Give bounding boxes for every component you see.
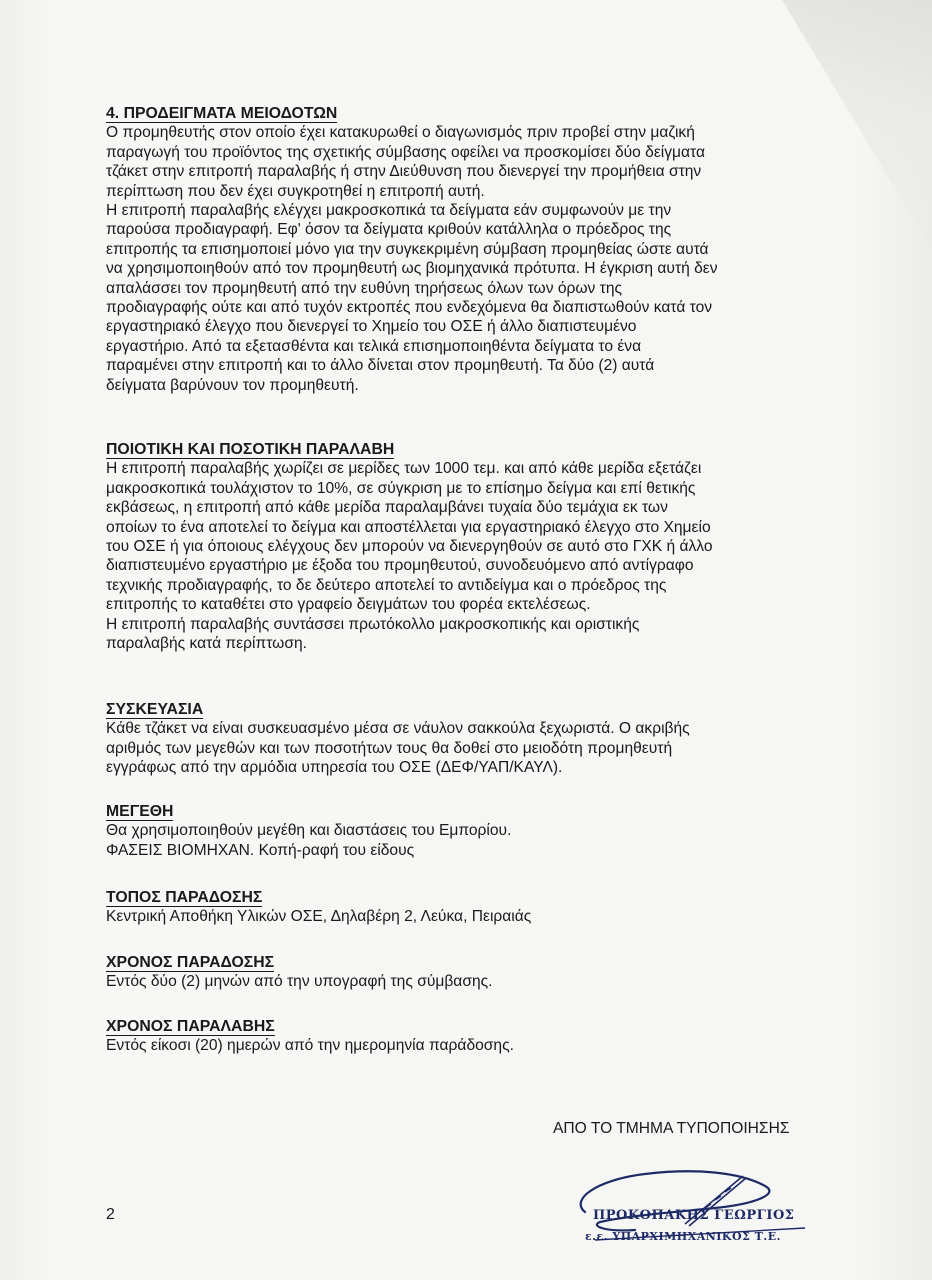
section-text bbox=[106, 972, 830, 991]
section-sizes bbox=[106, 802, 830, 860]
text-line: τεχνικής προδιαγραφής, το δε δεύτερο αποτελεί το αντιδείγμα και ο πρόεδρος της bbox=[106, 576, 667, 594]
section-packaging bbox=[106, 700, 830, 778]
text-line: Κάθε τζάκετ να είναι συσκευασμένο μέσα σε νάυλον σακκούλα ξεχωριστά. Ο ακριβής bbox=[106, 720, 690, 738]
text-line: μακροσκοπικά τουλάχιστον το 10%, σε σύγκριση με το επίσημο δείγμα και επί θετικής bbox=[106, 479, 696, 497]
section-delivery-place bbox=[106, 888, 830, 927]
text-line: ΦΑΣΕΙΣ ΒΙΟΜΗΧΑΝ. Κοπή-ραφή του είδους bbox=[106, 841, 415, 859]
text-line: εκβάσεως, η επιτροπή από κάθε μερίδα παραλαμβάνει τυχαία δύο τεμάχια εκ των bbox=[106, 499, 668, 517]
text-line: Ο προμηθευτής στον οποίο έχει κατακυρωθεί ο διαγωνισμός πριν προβεί στην μαζική bbox=[106, 124, 695, 142]
section-heading: ΠΟΙΟΤΙΚΗ ΚΑΙ ΠΟΣΟΤΙΚΗ ΠΑΡΑΛΑΒΗ bbox=[106, 441, 395, 458]
section-receipt-time bbox=[106, 1017, 830, 1056]
section-text bbox=[106, 459, 830, 653]
section-heading: ΤΟΠΟΣ ΠΑΡΑΔΟΣΗΣ bbox=[106, 889, 263, 906]
section-delivery-time bbox=[106, 953, 830, 992]
section-text bbox=[106, 907, 830, 926]
text-line: τζάκετ στην επιτροπή παραλαβής ή στην Διεύθυνση που διενεργεί την προμήθεια στην bbox=[106, 163, 702, 181]
department-signoff: ΑΠΟ ΤΟ ΤΜΗΜΑ ΤΥΠΟΠΟΙΗΣΗΣ bbox=[553, 1120, 790, 1137]
text-line: παρούσα προδιαγραφή. Εφ' όσον τα δείγματα κριθούν κατάλληλα ο πρόεδρος της bbox=[106, 221, 672, 239]
signature-title: ε.ε. ΥΠΑΡΧΙΜΗΧΑΝΙΚΟΣ Τ.Ε. bbox=[585, 1230, 781, 1243]
text-line: Θα χρησιμοποιηθούν μεγέθη και διαστάσεις του Εμπορίου. bbox=[106, 822, 512, 840]
text-line: εγγράφως από την αρμόδια υπηρεσία του ΟΣΕ (ΔΕΦ/ΥΑΠ/ΚΑΥΛ). bbox=[106, 759, 563, 777]
text-line: οποίων το ένα αποτελεί το δείγμα και αποστέλλεται για εργαστηριακό έλεγχο στο Χημείο bbox=[106, 518, 711, 536]
text-line: Η επιτροπή παραλαβής ελέγχει μακροσκοπικά τα δείγματα εάν συμφωνούν με την bbox=[106, 202, 672, 220]
section-samples bbox=[106, 104, 830, 395]
text-line: αριθμός των μεγεθών και των ποσοτήτων τους θα δοθεί στο μειοδότη προμηθευτή bbox=[106, 739, 673, 757]
text-line: Η επιτροπή παραλαβής χωρίζει σε μερίδες των 1000 τεμ. και από κάθε μερίδα εξετάζει bbox=[106, 460, 702, 478]
text-line: Κεντρική Αποθήκη Υλικών ΟΣΕ, Δηλαβέρη 2, Λεύκα, Πειραιάς bbox=[106, 908, 532, 926]
section-text bbox=[106, 1036, 830, 1055]
text-line: παραλαβής κατά περίπτωση. bbox=[106, 635, 307, 653]
section-heading: 4. ΠΡΟΔΕΙΓΜΑΤΑ ΜΕΙΟΔΟΤΩΝ bbox=[106, 105, 338, 122]
text-line: παραμένει στην επιτροπή και το άλλο δίνεται στον προμηθευτή. Τα δύο (2) αυτά bbox=[106, 357, 655, 375]
text-line: Η επιτροπή παραλαβής συντάσσει πρωτόκολλο μακροσκοπικής και οριστικής bbox=[106, 615, 640, 633]
text-line: περίπτωση που δεν έχει συγκροτηθεί η επιτροπή αυτή. bbox=[106, 182, 485, 200]
section-quality-receipt bbox=[106, 440, 830, 653]
section-heading: ΜΕΓΕΘΗ bbox=[106, 803, 174, 820]
section-text bbox=[106, 123, 830, 395]
text-line: εργαστήριο. Από τα εξετασθέντα και τελικά επισημοποιηθέντα δείγματα το ένα bbox=[106, 337, 642, 355]
text-line: επιτροπής το καταθέτει στο γραφείο δειγμάτων του φορέα εκτελέσεως. bbox=[106, 596, 591, 614]
text-line: Εντός δύο (2) μηνών από την υπογραφή της σύμβασης. bbox=[106, 973, 493, 991]
text-line: εργαστηριακό έλεγχο που διενεργεί το Χημείο του ΟΣΕ ή άλλο διαπιστευμένο bbox=[106, 318, 637, 336]
text-line: Εντός είκοσι (20) ημερών από την ημερομηνία παράδοσης. bbox=[106, 1037, 514, 1055]
section-heading: ΧΡΟΝΟΣ ΠΑΡΑΛΑΒΗΣ bbox=[106, 1018, 275, 1035]
section-heading: ΧΡΟΝΟΣ ΠΑΡΑΔΟΣΗΣ bbox=[106, 954, 275, 971]
text-line: προδιαγραφής ούτε και από τυχόν εκτροπές που ενδεχόμενα θα διαπιστωθούν κατά τον bbox=[106, 299, 713, 317]
text-line: να χρησιμοποιηθούν από τον προμηθευτή ως βιομηχανικά πρότυπα. Η έγκριση αυτή δεν bbox=[106, 260, 718, 278]
text-line: απαλάσσει τον προμηθευτή από την ευθύνη τηρήσεως όλων των όρων της bbox=[106, 279, 623, 297]
page-number: 2 bbox=[106, 1206, 115, 1223]
signature-name: ΠΡΟΚΟΠΑΚΗΣ ΓΕΩΡΓΙΟΣ bbox=[593, 1208, 795, 1223]
section-heading: ΣΥΣΚΕΥΑΣΙΑ bbox=[106, 701, 204, 718]
section-text bbox=[106, 821, 830, 860]
text-line: δείγματα βαρύνουν τον προμηθευτή. bbox=[106, 376, 359, 394]
text-line: επιτροπής τα επισημοποιεί μόνο για την συγκεκριμένη σύμβαση προμηθείας ώστε αυτά bbox=[106, 240, 709, 258]
text-line: του ΟΣΕ ή για όποιους ελέγχους δεν μπορούν να διενεργηθούν σε αυτό στο ΓΧΚ ή άλλο bbox=[106, 538, 713, 556]
text-line: διαπιστευμένο εργαστήριο με έξοδα του προμηθευτού, συνοδευόμενο από αντίγραφο bbox=[106, 557, 694, 575]
text-line: παραγωγή του προϊόντος της σχετικής σύμβασης οφείλει να προσκομίσει δύο δείγματα bbox=[106, 143, 706, 161]
section-text bbox=[106, 719, 830, 777]
